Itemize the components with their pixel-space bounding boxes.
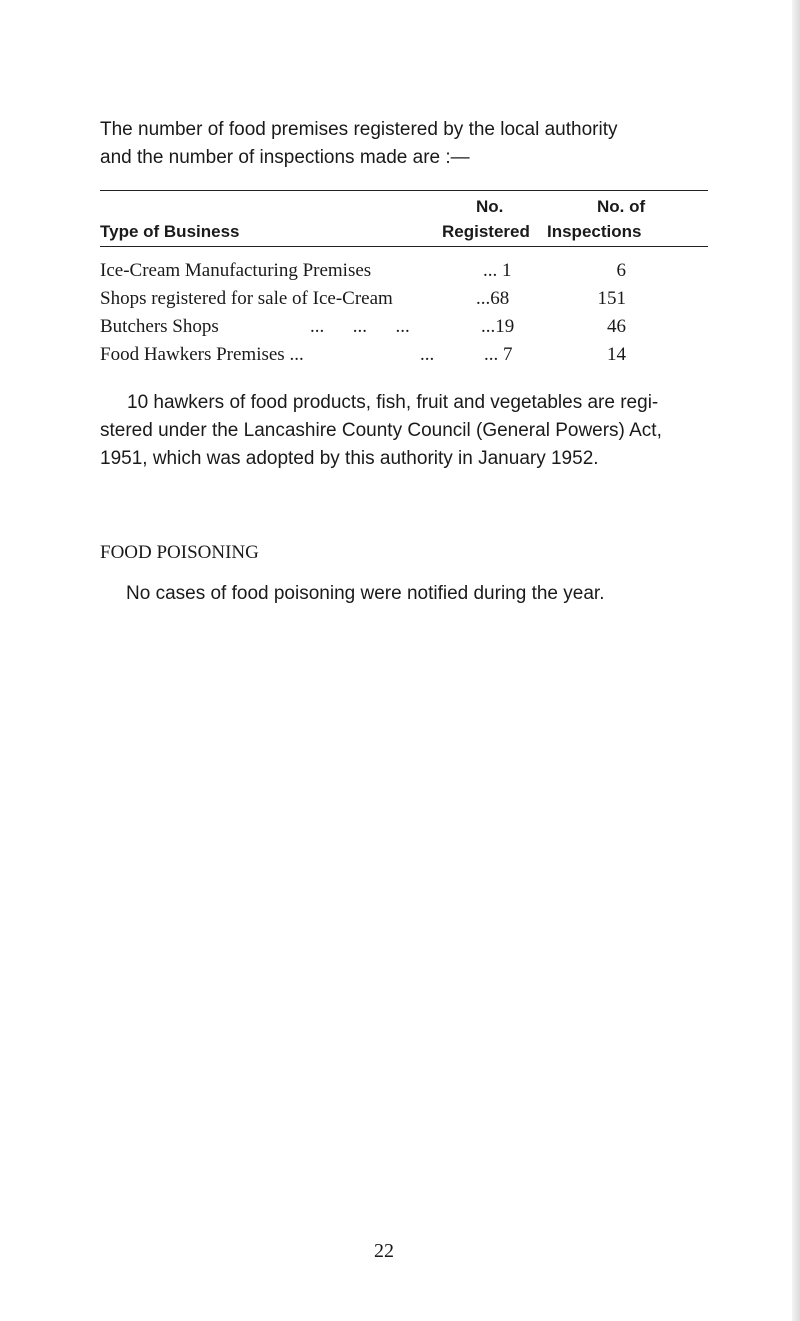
food-poisoning-text: No cases of food poisoning were notified during the year. <box>126 583 605 604</box>
intro-line-1: The number of food premises registered by the local authority <box>100 119 618 140</box>
page-edge-shadow <box>792 0 800 1321</box>
hawkers-line-1: 10 hawkers of food products, fish, fruit and vegetables are regi- <box>127 392 659 413</box>
row-inspections: 151 <box>597 288 626 309</box>
intro-line-2: and the number of inspections made are :— <box>100 147 470 168</box>
row-label: Food Hawkers Premises ... <box>100 344 304 365</box>
header-registered-line2: Registered <box>442 222 530 241</box>
hawkers-line-3: 1951, which was adopted by this authority in January 1952. <box>100 448 599 469</box>
hawkers-line-2: stered under the Lancashire County Council (General Powers) Act, <box>100 420 662 441</box>
header-inspections-line2: Inspections <box>547 222 642 241</box>
table-top-rule <box>100 190 708 191</box>
page-number: 22 <box>374 1240 394 1262</box>
row-dot-leaders: ... ... ... <box>310 316 410 337</box>
row-registered: ...68 <box>476 288 510 309</box>
table-header-rule <box>100 246 708 247</box>
food-poisoning-heading: FOOD POISONING <box>100 542 259 563</box>
header-type-of-business: Type of Business <box>100 222 240 241</box>
header-registered-line1: No. <box>476 197 504 216</box>
row-label: Butchers Shops <box>100 316 219 337</box>
row-registered: ... 7 <box>484 344 513 365</box>
row-inspections: 6 <box>616 260 626 281</box>
row-inspections: 46 <box>607 316 626 337</box>
row-inspections: 14 <box>607 344 626 365</box>
row-label: Ice-Cream Manufacturing Premises <box>100 260 372 281</box>
header-inspections-line1: No. of <box>597 197 646 216</box>
row-registered: ... 1 <box>483 260 512 281</box>
row-registered: ...19 <box>481 316 515 337</box>
row-label: Shops registered for sale of Ice-Cream <box>100 288 393 309</box>
row-dot-leaders: ... <box>420 344 435 365</box>
